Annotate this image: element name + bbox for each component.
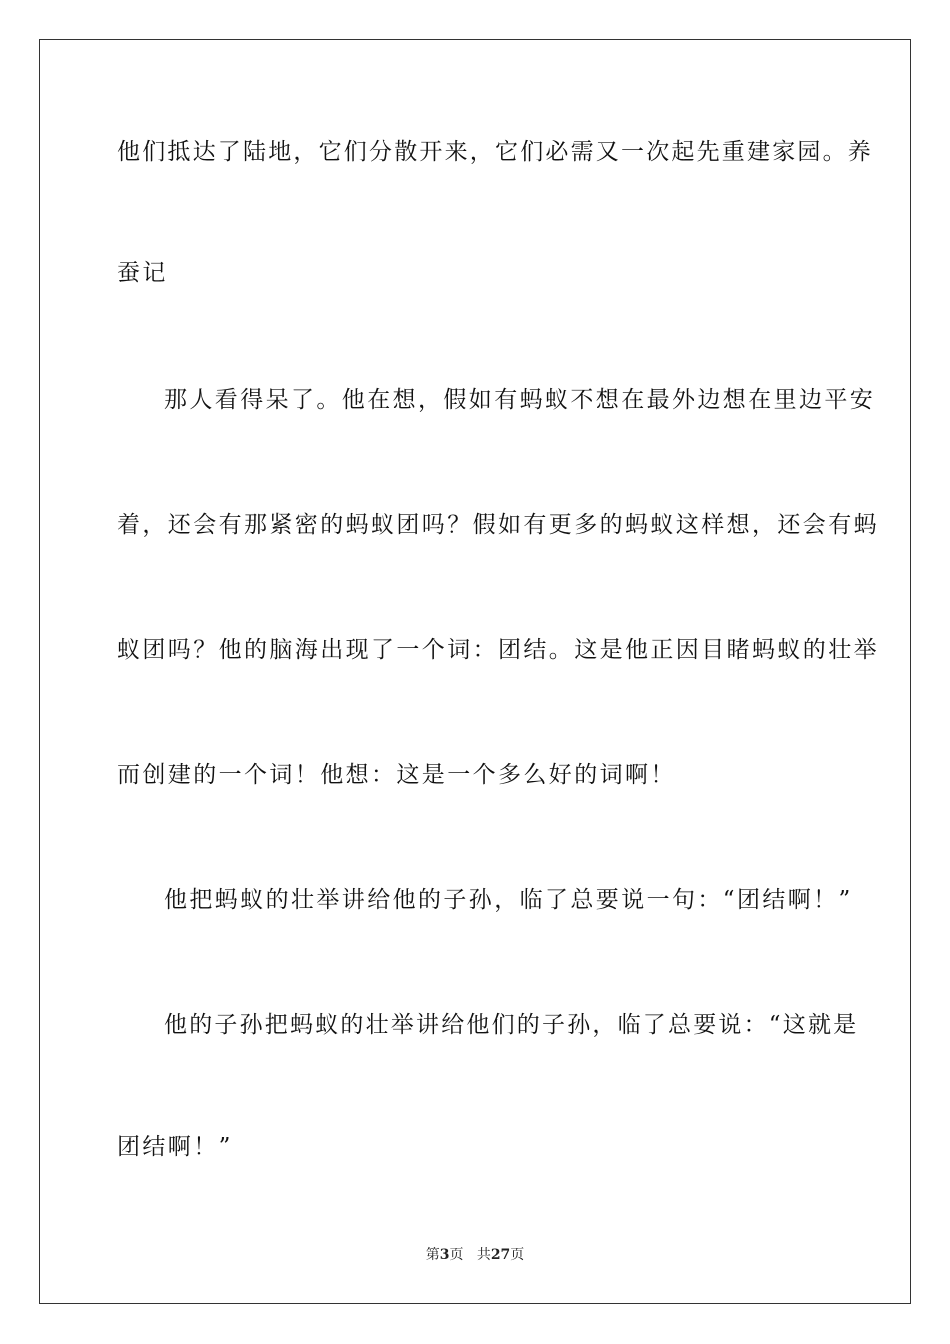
body-line-3: 那人看得呆了。他在想，假如有蚂蚁不想在最外边想在里边平安: [164, 387, 876, 413]
body-line-6: 而创建的一个词！他想：这是一个多么好的词啊！: [117, 762, 676, 788]
page-border: [39, 39, 911, 1304]
footer-total-pages: 27: [490, 1247, 511, 1263]
body-line-5: 蚁团吗？他的脑海出现了一个词：团结。这是他正因目睹蚂蚁的壮举: [117, 637, 879, 663]
footer-page-number: 3: [439, 1247, 450, 1263]
body-line-4: 着，还会有那紧密的蚂蚁团吗？假如有更多的蚂蚁这样想，还会有蚂: [117, 512, 879, 538]
body-line-9: 团结啊！”: [117, 1134, 233, 1160]
footer-total-suffix: 页: [510, 1247, 525, 1263]
body-line-2: 蚕记: [117, 260, 168, 286]
footer-page-suffix: 页: [449, 1247, 464, 1263]
body-line-8: 他的子孙把蚂蚁的壮举讲给他们的子孙，临了总要说：“这就是: [164, 1012, 859, 1038]
footer-total-prefix: 共: [476, 1247, 491, 1263]
body-line-7: 他把蚂蚁的壮举讲给他的子孙，临了总要说一句：“团结啊！”: [164, 887, 853, 913]
body-line-1: 他们抵达了陆地，它们分散开来，它们必需又一次起先重建家园。养: [117, 139, 873, 165]
footer-page-prefix: 第: [425, 1247, 440, 1263]
page-footer: [0, 1246, 950, 1264]
